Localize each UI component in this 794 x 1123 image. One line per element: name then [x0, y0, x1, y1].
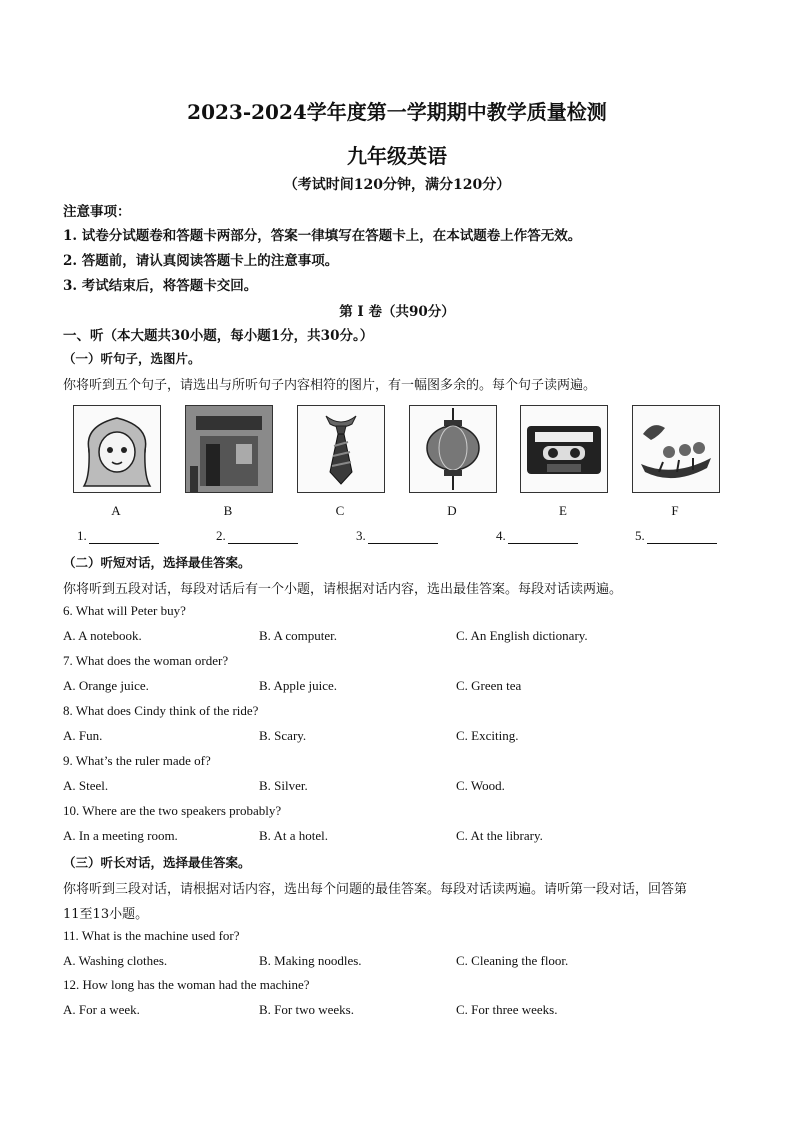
question-8-option-a[interactable]: A. Fun.	[63, 728, 103, 743]
question-8-option-b[interactable]: B. Scary.	[259, 728, 307, 743]
dragon-boat-icon	[632, 405, 720, 493]
notice-heading: 注意事项：	[63, 204, 131, 220]
part3-instruction-line2: 11至13小题。	[63, 907, 149, 922]
exam-title: 2023-2024学年度第一学期期中教学质量检测	[187, 100, 607, 124]
question-11-option-c[interactable]: C. Cleaning the floor.	[456, 953, 569, 968]
tie-icon	[297, 405, 385, 493]
exam-subtitle: 九年级英语	[347, 144, 447, 168]
picture-label-c: C	[335, 503, 345, 518]
volume-heading: 第 I 卷（共90分）	[339, 304, 455, 320]
exam-info: （考试时间120分钟，满分120分）	[283, 177, 511, 193]
answer-blank-1[interactable]: 1.	[77, 528, 159, 544]
answer-blank-3[interactable]: 3.	[356, 528, 438, 544]
picture-label-b: B	[223, 503, 233, 518]
question-9-option-a[interactable]: A. Steel.	[63, 778, 109, 793]
question-6: 6. What will Peter buy?	[63, 603, 186, 618]
question-12-option-c[interactable]: C. For three weeks.	[456, 1002, 558, 1017]
question-8: 8. What does Cindy think of the ride?	[63, 703, 259, 718]
question-9-option-c[interactable]: C. Wood.	[456, 778, 505, 793]
question-11-option-b[interactable]: B. Making noodles.	[259, 953, 362, 968]
question-7-option-c[interactable]: C. Green tea	[456, 678, 522, 693]
girl-icon	[73, 405, 161, 493]
answer-blank-4[interactable]: 4.	[496, 528, 578, 544]
question-9-option-b[interactable]: B. Silver.	[259, 778, 308, 793]
notice-item-3: 3. 考试结束后，将答题卡交回。	[63, 278, 258, 294]
question-8-option-c[interactable]: C. Exciting.	[456, 728, 519, 743]
cassette-icon	[520, 405, 608, 493]
question-11: 11. What is the machine used for?	[63, 928, 240, 943]
answer-blank-2[interactable]: 2.	[216, 528, 298, 544]
part3-heading: （三）听长对话，选择最佳答案。	[63, 855, 251, 870]
notice-item-1: 1. 试卷分试题卷和答题卡两部分，答案一律填写在答题卡上，在本试题卷上作答无效。	[63, 228, 582, 244]
question-10-option-c[interactable]: C. At the library.	[456, 828, 543, 843]
question-6-option-b[interactable]: B. A computer.	[259, 628, 337, 643]
part1-heading: （一）听句子，选图片。	[63, 351, 201, 366]
part1-instruction: 你将听到五个句子，请选出与所听句子内容相符的图片，有一幅图多余的。每个句子读两遍。	[63, 378, 597, 393]
part3-instruction-line1: 你将听到三段对话，请根据对话内容，选出每个问题的最佳答案。每段对话读两遍。请听第一段对话，回答第	[63, 882, 688, 897]
question-6-option-c[interactable]: C. An English dictionary.	[456, 628, 588, 643]
question-10-option-a[interactable]: A. In a meeting room.	[63, 828, 178, 843]
question-10: 10. Where are the two speakers probably?	[63, 803, 282, 818]
question-11-option-a[interactable]: A. Washing clothes.	[63, 953, 168, 968]
question-6-option-a[interactable]: A. A notebook.	[63, 628, 142, 643]
question-12-option-a[interactable]: A. For a week.	[63, 1002, 140, 1017]
question-12-option-b[interactable]: B. For two weeks.	[259, 1002, 354, 1017]
part2-heading: （二）听短对话，选择最佳答案。	[63, 555, 251, 570]
part2-instruction: 你将听到五段对话，每段对话后有一个小题，请根据对话内容，选出最佳答案。每段对话读两遍。	[63, 582, 623, 597]
answer-blank-5[interactable]: 5.	[635, 528, 717, 544]
question-9: 9. What’s the ruler made of?	[63, 753, 211, 768]
question-12: 12. How long has the woman had the machine?	[63, 977, 310, 992]
picture-label-d: D	[447, 503, 457, 518]
picture-label-a: A	[111, 503, 121, 518]
picture-label-e: E	[559, 503, 567, 518]
question-7-option-b[interactable]: B. Apple juice.	[259, 678, 337, 693]
section1-heading: 一、听（本大题共30小题，每小题1分，共30分。）	[63, 328, 374, 344]
notice-item-2: 2. 答题前，请认真阅读答题卡上的注意事项。	[63, 253, 339, 269]
lantern-icon	[409, 405, 497, 493]
question-7-option-a[interactable]: A. Orange juice.	[63, 678, 149, 693]
post-office-icon	[185, 405, 273, 493]
question-10-option-b[interactable]: B. At a hotel.	[259, 828, 328, 843]
question-7: 7. What does the woman order?	[63, 653, 229, 668]
picture-label-f: F	[671, 503, 679, 518]
